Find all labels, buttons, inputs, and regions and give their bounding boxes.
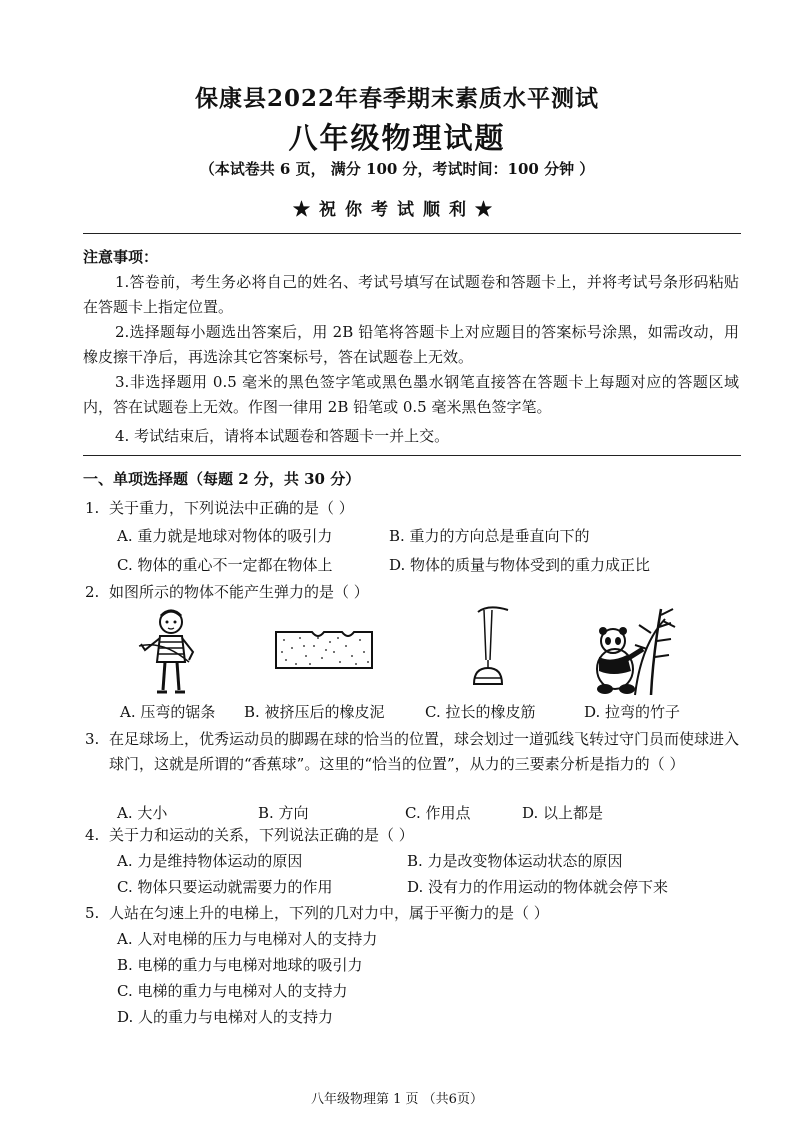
question-5 <box>85 901 740 926</box>
question-stem: 人站在匀速上升的电梯上，下列的几对力中，属于平衡力的是（ ） <box>109 904 549 922</box>
question-stem: 关于力和运动的关系，下列说法正确的是（ ） <box>109 826 414 844</box>
notice-item: 1.答卷前，考生务必将自己的姓名、考试号填写在试题卷和答题卡上，并将考试号条形码粘贴在答题卡上指定位置。 <box>83 273 739 316</box>
question-stem: 在足球场上，优秀运动员的脚踢在球的恰当的位置，球会划过一道弧线飞转过守门员而使球进入球门，这就是所谓的“香蕉球”。这里的“恰当的位置”，从力的三要素分析是指力的（ ） <box>109 730 740 773</box>
divider <box>83 233 741 234</box>
option-b: B. 电梯的重力与电梯对地球的吸引力 <box>117 956 363 974</box>
option-d: D. 拉弯的竹子 <box>584 703 681 721</box>
option-c: C. 作用点 <box>405 804 471 822</box>
good-luck-banner: ★祝你考试顺利★ <box>293 200 501 220</box>
option-b: B. 被挤压后的橡皮泥 <box>244 703 385 721</box>
section-title: 一、单项选择题（每题 2 分，共 30 分） <box>83 470 361 488</box>
option-a: A. 人对电梯的压力与电梯对人的支持力 <box>117 930 378 948</box>
question-4 <box>85 823 740 848</box>
option-b: B. 重力的方向总是垂直向下的 <box>389 527 590 545</box>
boy-bending-saw-image <box>133 604 208 699</box>
question-number: 4. <box>85 826 100 844</box>
option-c: C. 拉长的橡皮筋 <box>425 703 536 721</box>
panda-bending-bamboo-image <box>591 605 676 697</box>
stretched-rubber-band-image <box>468 604 518 694</box>
exam-info: （本试卷共 6 页， 满分 100 分，考试时间：100 分钟 ） <box>199 160 595 178</box>
option-d: D. 人的重力与电梯对人的支持力 <box>117 1008 334 1026</box>
option-c: C. 物体只要运动就需要力的作用 <box>117 878 333 896</box>
squeezed-clay-image <box>274 628 374 672</box>
notice-item: 3.非选择题用 0.5 毫米的黑色签字笔或黑色墨水钢笔直接答在答题卡上每题对应的答题区域内，答在试题卷上无效。作图一律用 2B 铅笔或 0.5 毫米黑色签字笔。 <box>83 373 739 416</box>
question-number: 1. <box>85 499 100 517</box>
option-a: A. 力是维持物体运动的原因 <box>117 852 303 870</box>
question-number: 5. <box>85 904 100 922</box>
notice-item: 4. 考试结束后，请将本试题卷和答题卡一并上交。 <box>115 427 450 445</box>
question-2 <box>85 580 740 605</box>
option-c: C. 物体的重心不一定都在物体上 <box>117 556 333 574</box>
question-number: 2. <box>85 583 100 601</box>
option-b: B. 方向 <box>258 804 309 822</box>
option-a: A. 重力就是地球对物体的吸引力 <box>117 527 333 545</box>
option-a: A. 压弯的锯条 <box>120 703 216 721</box>
exam-title: 保康县2022年春季期末素质水平测试 <box>194 85 599 112</box>
question-1 <box>85 496 740 521</box>
question-stem: 关于重力，下列说法中正确的是（ ） <box>109 499 354 517</box>
option-c: C. 电梯的重力与电梯对人的支持力 <box>117 982 348 1000</box>
option-b: B. 力是改变物体运动状态的原因 <box>407 852 623 870</box>
notice-item: 2.选择题每小题选出答案后，用 2B 铅笔将答题卡上对应题目的答案标号涂黑，如需改动，用橡皮擦干净后，再选涂其它答案标号，答在试题卷上无效。 <box>83 323 739 366</box>
option-d: D. 物体的质量与物体受到的重力成正比 <box>389 556 651 574</box>
exam-subject-title: 八年级物理试题 <box>288 121 506 155</box>
option-d: D. 以上都是 <box>522 804 604 822</box>
question-stem: 如图所示的物体不能产生弹力的是（ ） <box>109 583 369 601</box>
divider <box>83 455 741 456</box>
option-a: A. 大小 <box>117 804 168 822</box>
notice-title: 注意事项： <box>83 248 159 266</box>
question-number: 3. <box>85 730 100 748</box>
page-footer: 八年级物理第 1 页 （共6页） <box>311 1092 483 1107</box>
option-d: D. 没有力的作用运动的物体就会停下来 <box>407 878 669 896</box>
